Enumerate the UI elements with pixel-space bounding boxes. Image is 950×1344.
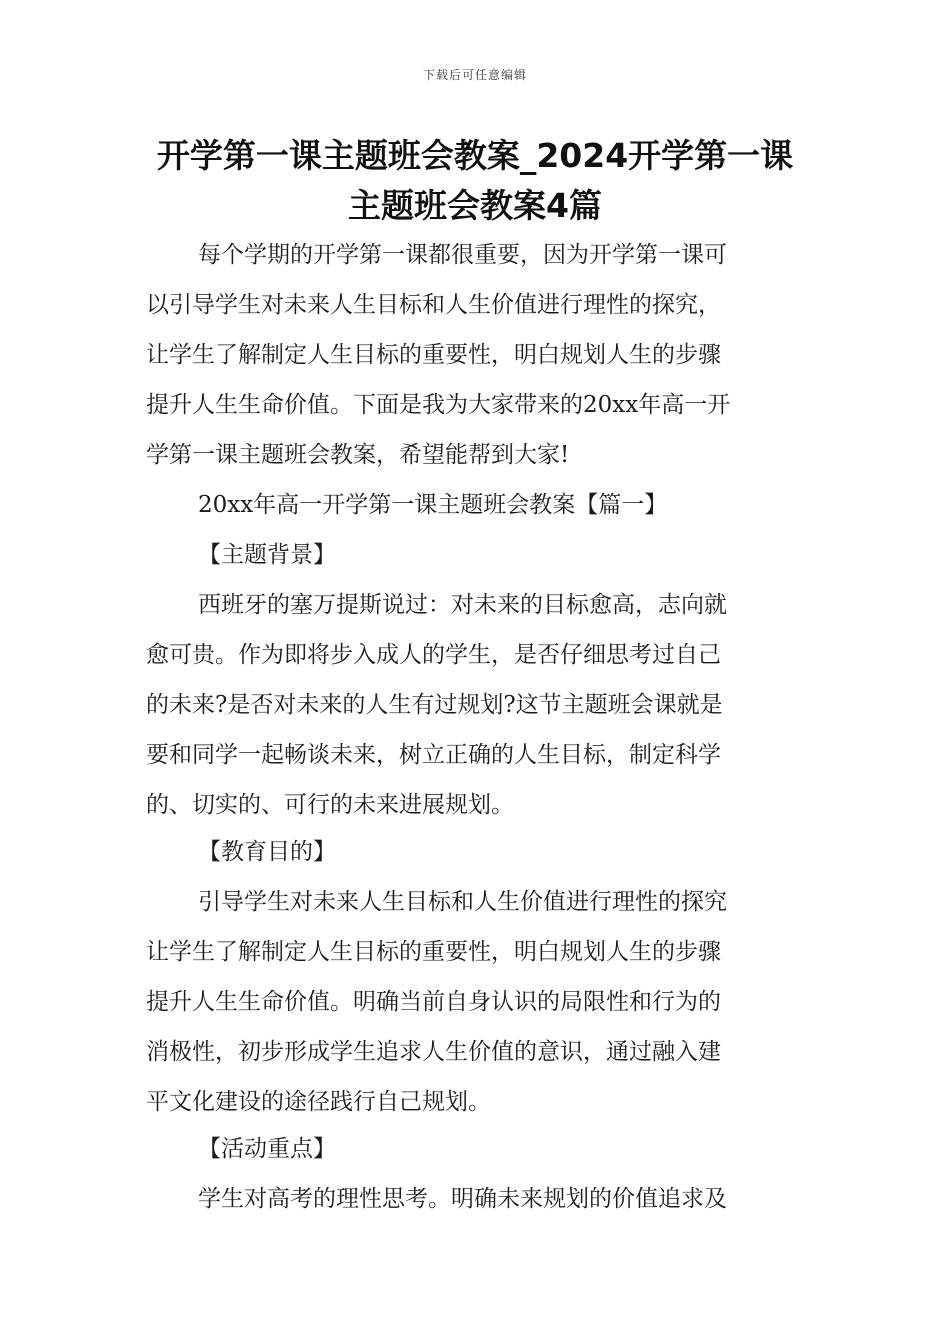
goal-line: 让学生了解制定人生目标的重要性，明白规划人生的步骤 <box>146 939 721 965</box>
goal-line: 引导学生对未来人生目标和人生价值进行理性的探究 <box>198 889 727 915</box>
focus-heading: 【活动重点】 <box>198 1136 336 1162</box>
document-title-line-1: 开学第一课主题班会教案_2024开学第一课 <box>156 136 794 175</box>
goal-heading: 【教育目的】 <box>198 839 336 865</box>
intro-line: 以引导学生对未来人生目标和人生价值进行理性的探究， <box>146 292 721 318</box>
intro-line: 每个学期的开学第一课都很重要，因为开学第一课可 <box>198 242 727 268</box>
background-line: 愈可贵。作为即将步入成人的学生，是否仔细思考过自己 <box>146 642 721 668</box>
document-title-line-2: 主题班会教案4篇 <box>348 186 602 225</box>
background-line: 要和同学一起畅谈未来，树立正确的人生目标，制定科学 <box>146 742 721 768</box>
background-line: 西班牙的塞万提斯说过：对未来的目标愈高，志向就 <box>198 592 727 618</box>
background-line: 的未来?是否对未来的人生有过规划?这节主题班会课就是 <box>146 692 723 718</box>
header-note: 下载后可任意编辑 <box>422 68 527 82</box>
background-heading: 【主题背景】 <box>198 542 336 568</box>
background-line: 的、切实的、可行的未来进展规划。 <box>146 792 514 818</box>
goal-line: 提升人生生命价值。明确当前自身认识的局限性和行为的 <box>146 989 721 1015</box>
section-title: 20xx年高一开学第一课主题班会教案【篇一】 <box>198 492 668 518</box>
goal-line: 平文化建设的途径践行自己规划。 <box>146 1089 491 1115</box>
goal-line: 消极性，初步形成学生追求人生价值的意识，通过融入建 <box>146 1039 721 1065</box>
intro-line: 提升人生生命价值。下面是我为大家带来的20xx年高一开 <box>146 392 731 418</box>
intro-line: 让学生了解制定人生目标的重要性，明白规划人生的步骤 <box>146 342 721 368</box>
intro-line: 学第一课主题班会教案，希望能帮到大家! <box>146 442 570 468</box>
focus-line: 学生对高考的理性思考。明确未来规划的价值追求及 <box>198 1186 727 1212</box>
